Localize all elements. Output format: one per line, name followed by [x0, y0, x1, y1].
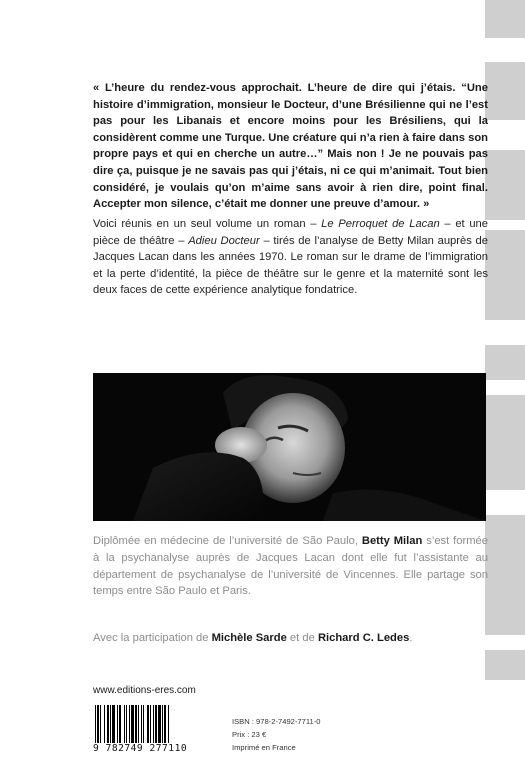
- barcode-bar: [100, 705, 101, 745]
- barcode-bar: [143, 705, 144, 745]
- barcode-bar: [110, 705, 111, 745]
- author-bio: [93, 533, 488, 600]
- barcode-digits: 9 782749 277110: [93, 743, 217, 754]
- contributor-2: Richard C. Ledes: [317, 632, 410, 644]
- barcode-bar: [104, 705, 105, 745]
- author-photo: [93, 373, 486, 521]
- barcode-bar: [158, 705, 161, 745]
- barcode-bar: [155, 705, 157, 745]
- credits-text-3: .: [409, 632, 413, 644]
- author-photo-image: [93, 373, 486, 521]
- barcode-bar: [141, 705, 142, 745]
- barcode-bar: [119, 705, 121, 745]
- intro-text-2: – et une pièce de théâtre –: [93, 218, 488, 247]
- barcode-bar: [107, 705, 109, 745]
- barcode-bar: [147, 705, 149, 745]
- barcode-bar: [131, 705, 134, 745]
- printed-in-text: Imprimé en France: [232, 742, 296, 752]
- intro-paragraph: [93, 216, 488, 299]
- barcode-bar: [164, 705, 166, 745]
- barcode-bar: [168, 705, 169, 745]
- back-cover-quote: « L’heure du rendez-vous approchait. L’heure de dire qui j’étais. “Une histoire d’immigration, monsieur le Docteur, d’une Brésilienne qui ne l’est pas pour les Libanais et encore moins pour les Brésiliens, qui la considèrent comme une Turque. Une créature qui n’a rien à faire dans son propre pays et qui en cherche un autre…” Mais non ! Je ne pouvais pas dire ça, puisque je ne savais pas qui j’étais, ni ce qui m’animait. Tout bien considéré, je voulais qu’on m’aime sans avoir à rien dire, point final. Accepter mon silence, c’était me donner une preuve d’amour. »: [93, 82, 488, 211]
- publication-info: [232, 716, 321, 754]
- bio-text-2: s’est formée à la psychanalyse auprès de Jacques Lacan dont elle fut l’assistante au département de psychanalyse de l’université de Vincennes. Elle partage son temps entre São Paulo et Paris.: [93, 535, 488, 598]
- author-name: Betty Milan: [361, 535, 423, 547]
- barcode-bar: [129, 705, 130, 745]
- barcode-bar: [124, 705, 125, 745]
- isbn-text: ISBN : 978-2-7492-7711-0: [232, 717, 321, 726]
- barcode-bar: [95, 705, 96, 745]
- side-title-band: [485, 0, 525, 769]
- barcode-bar: [126, 705, 127, 745]
- barcode-bar: [97, 705, 99, 745]
- barcode-bars: [93, 705, 213, 745]
- barcode-bar: [138, 705, 139, 745]
- credits-text-2: et de: [286, 632, 318, 644]
- novel-title: Le Perroquet de Lacan: [321, 218, 440, 230]
- barcode-bar: [112, 705, 115, 745]
- contributor-1: Michèle Sarde: [211, 632, 287, 644]
- publisher-website: www.editions-eres.com: [93, 685, 196, 696]
- credits-text-1: Avec la participation de: [93, 632, 212, 644]
- barcode-bar: [150, 705, 151, 745]
- participation-credits: [93, 630, 488, 646]
- bio-text-1: Diplômée en médecine de l’université de São Paulo,: [93, 535, 362, 547]
- barcode-bar: [117, 705, 118, 745]
- intro-text-1: Voici réunis en un seul volume un roman –: [93, 218, 322, 230]
- price-text: Prix : 23 €: [232, 729, 267, 739]
- barcode-bar: [153, 705, 154, 745]
- barcode-bar: [162, 705, 163, 745]
- play-title: Adieu Docteur: [188, 234, 260, 247]
- barcode-bar: [135, 705, 137, 745]
- intro-text-3: – tirés de l’analyse de Betty Milan auprès de Jacques Lacan dans les années 1970. Le roman sur le drame de l’immigration et la perte d’identité, la pièce de théâtre sur le genre et la maternité sont les deux faces de cette expérience analytique fondatrice.: [93, 234, 488, 297]
